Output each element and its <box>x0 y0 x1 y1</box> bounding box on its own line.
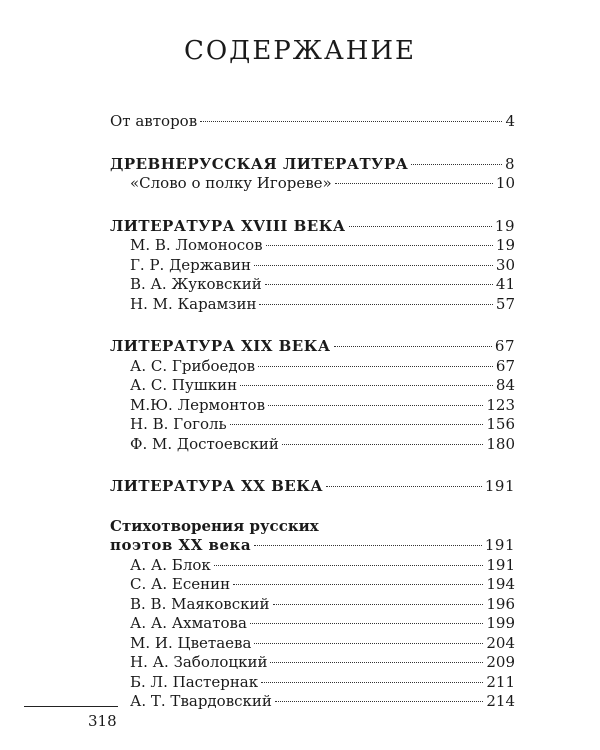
toc-entry-page: 30 <box>495 255 515 274</box>
toc-entry-page: 10 <box>495 174 515 192</box>
toc-entry-page: 19 <box>495 236 515 254</box>
toc-entry-title: «Слово о полку Игореве» <box>130 174 332 192</box>
toc-entry-title: Н. В. Гоголь <box>130 415 227 433</box>
toc-entry-title: А. С. Грибоедов <box>130 356 256 375</box>
toc-entry-page: 57 <box>495 294 515 313</box>
toc-entry-title: А. Т. Твардовский <box>130 692 272 710</box>
toc-entry-title: А. А. Блок <box>130 555 211 574</box>
toc-entry[interactable] <box>110 357 515 377</box>
dot-leader <box>261 682 483 683</box>
toc-entry[interactable] <box>110 275 515 295</box>
toc-entry-title: От авторов <box>110 112 198 130</box>
toc-entry[interactable] <box>110 415 515 435</box>
toc-entry[interactable] <box>110 435 515 455</box>
dot-leader <box>254 265 493 266</box>
footer-rule <box>24 706 118 707</box>
toc-entry-title: М.Ю. Лермонтов <box>130 395 266 414</box>
toc-entry-title: Ф. М. Достоевский <box>130 434 279 453</box>
toc-entry-page: 67 <box>494 337 515 355</box>
toc-entry-page: 123 <box>486 395 515 414</box>
toc-entry[interactable] <box>110 174 515 194</box>
toc-entry-page: 156 <box>486 415 515 433</box>
toc-entry-foreword[interactable] <box>110 112 515 132</box>
dot-leader <box>273 604 484 605</box>
toc-entry[interactable] <box>110 614 515 634</box>
toc-entry-title: А. А. Ахматова <box>130 614 247 632</box>
toc-entry[interactable] <box>110 634 515 654</box>
toc-section-18th-century[interactable] <box>110 217 515 237</box>
dot-leader <box>270 662 483 663</box>
toc-entry-page: 41 <box>495 275 515 293</box>
toc-entry[interactable] <box>110 256 515 276</box>
dot-leader <box>254 643 483 644</box>
toc-entry-page: 211 <box>486 672 515 691</box>
toc-entry[interactable] <box>110 376 515 396</box>
toc-entry[interactable] <box>110 236 515 256</box>
page-title: СОДЕРЖАНИЕ <box>183 36 417 66</box>
toc-entry-title: В. А. Жуковский <box>130 275 262 293</box>
toc-subsection-poems-row <box>110 536 515 556</box>
toc-entry-page: 191 <box>486 555 515 574</box>
toc-section-title: ДРЕВНЕРУССКАЯ ЛИТЕРАТУРА <box>110 154 409 173</box>
dot-leader <box>266 245 493 246</box>
dot-leader <box>259 304 492 305</box>
dot-leader <box>254 545 482 546</box>
toc-entry-page: 67 <box>495 356 515 375</box>
toc-entry-title: Г. Р. Державин <box>130 255 251 274</box>
toc-entry-title: М. В. Ломоносов <box>130 236 263 254</box>
toc-entry-page: 204 <box>486 633 515 652</box>
toc-subsection-poems[interactable] <box>110 517 515 556</box>
toc-entry-page: 8 <box>504 154 515 173</box>
dot-leader <box>214 565 484 566</box>
toc-subsection-title-line2: поэтов XX века <box>110 536 252 554</box>
toc-entry-page: 194 <box>486 575 515 593</box>
toc-entry-page: 19 <box>494 216 515 235</box>
toc-section-title: ЛИТЕРАТУРА XX ВЕКА <box>110 477 324 495</box>
toc-section-title: ЛИТЕРАТУРА XVIII ВЕКА <box>110 216 346 235</box>
toc-entry-page: 84 <box>495 376 515 394</box>
toc-section-old-russian[interactable] <box>110 155 515 175</box>
toc-entry-title: Н. А. Заболоцкий <box>130 653 268 671</box>
toc-entry-page: 214 <box>486 692 515 710</box>
dot-leader <box>230 424 484 425</box>
dot-leader <box>275 701 483 702</box>
toc-section-title: ЛИТЕРАТУРА XIX ВЕКА <box>110 337 331 355</box>
table-of-contents <box>110 112 515 712</box>
toc-entry-page: 209 <box>486 653 515 671</box>
dot-leader <box>200 121 502 122</box>
dot-leader <box>411 164 502 165</box>
toc-entry-page: 191 <box>484 536 515 554</box>
toc-entry[interactable] <box>110 575 515 595</box>
toc-entry-title: М. И. Цветаева <box>130 633 252 652</box>
toc-entry[interactable] <box>110 556 515 576</box>
toc-entry-page: 196 <box>486 594 515 613</box>
toc-entry-page: 191 <box>484 477 515 495</box>
toc-entry-title: В. В. Маяковский <box>130 594 270 613</box>
page-number: 318 <box>88 712 117 730</box>
dot-leader <box>265 284 493 285</box>
toc-entry[interactable] <box>110 673 515 693</box>
toc-section-19th-century[interactable] <box>110 337 515 357</box>
toc-entry[interactable] <box>110 653 515 673</box>
dot-leader <box>250 623 483 624</box>
dot-leader <box>233 584 483 585</box>
dot-leader <box>268 405 483 406</box>
dot-leader <box>240 385 493 386</box>
toc-entry-title: А. С. Пушкин <box>130 376 238 394</box>
dot-leader <box>334 346 492 347</box>
toc-entry-page: 4 <box>505 112 515 130</box>
dot-leader <box>326 486 482 487</box>
dot-leader <box>349 226 492 227</box>
toc-entry-title: Н. М. Карамзин <box>130 294 257 313</box>
toc-entry-title: Б. Л. Пастернак <box>130 672 259 691</box>
toc-subsection-title-line1: Стихотворения русских <box>110 516 319 535</box>
toc-entry-title: С. А. Есенин <box>130 575 231 593</box>
toc-entry[interactable] <box>110 295 515 315</box>
toc-entry-page: 199 <box>486 614 515 632</box>
toc-entry-page: 180 <box>486 434 515 453</box>
toc-entry[interactable] <box>110 595 515 615</box>
dot-leader <box>335 183 493 184</box>
dot-leader <box>258 366 493 367</box>
dot-leader <box>282 444 483 445</box>
toc-section-20th-century[interactable] <box>110 477 515 497</box>
toc-entry[interactable] <box>110 692 515 712</box>
toc-entry[interactable] <box>110 396 515 416</box>
